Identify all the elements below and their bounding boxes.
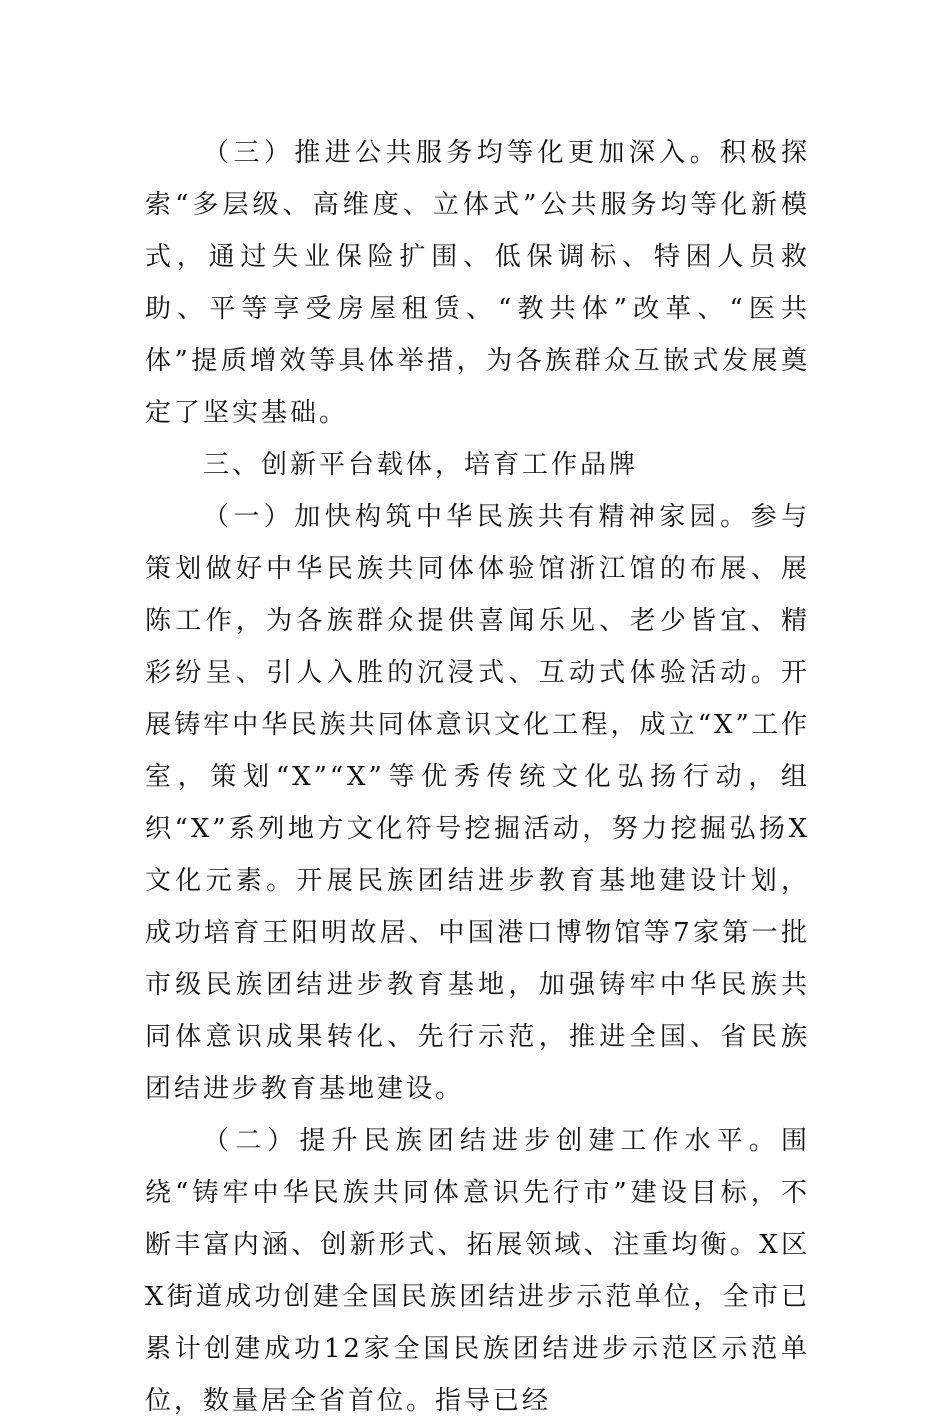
paragraph-unity-progress: （二）提升民族团结进步创建工作水平。围绕“铸牢中华民族共同体意识先行市”建设目标，不断丰富内涵、创新形式、拓展领域、注重均衡。X区X街道成功创建全国民族团结进步示范单位，全市已累计创建成功12家全国民族团结进步示范区示范单位，数量居全省首位。指导已经	[145, 1126, 810, 1416]
paragraph-public-service: （三）推进公共服务均等化更加深入。积极探索“多层级、高维度、立体式”公共服务均等化新模式，通过失业保险扩围、低保调标、特困人员救助、平等享受房屋租赁、“教共体”改革、“医共体”提质增效等具体举措，为各族群众互嵌式发展奠定了坚实基础。	[145, 138, 810, 428]
paragraph-spiritual-home: （一）加快构筑中华民族共有精神家园。参与策划做好中华民族共同体体验馆浙江馆的布展、展陈工作，为各族群众提供喜闻乐见、老少皆宜、精彩纷呈、引人入胜的沉浸式、互动式体验活动。开展铸牢中华民族共同体意识文化工程，成立“X”工作室，策划“X”“X”等优秀传统文化弘扬行动，组织“X”系列地方文化符号挖掘活动，努力挖掘弘扬X文化元素。开展民族团结进步教育基地建设计划，成功培育王阳明故居、中国港口博物馆等7家第一批市级民族团结进步教育基地，加强铸牢中华民族共同体意识成果转化、先行示范，推进全国、省民族团结进步教育基地建设。	[145, 502, 810, 1104]
section-heading-three: 三、创新平台载体，培育工作品牌	[203, 450, 639, 480]
document-body	[145, 127, 810, 1427]
